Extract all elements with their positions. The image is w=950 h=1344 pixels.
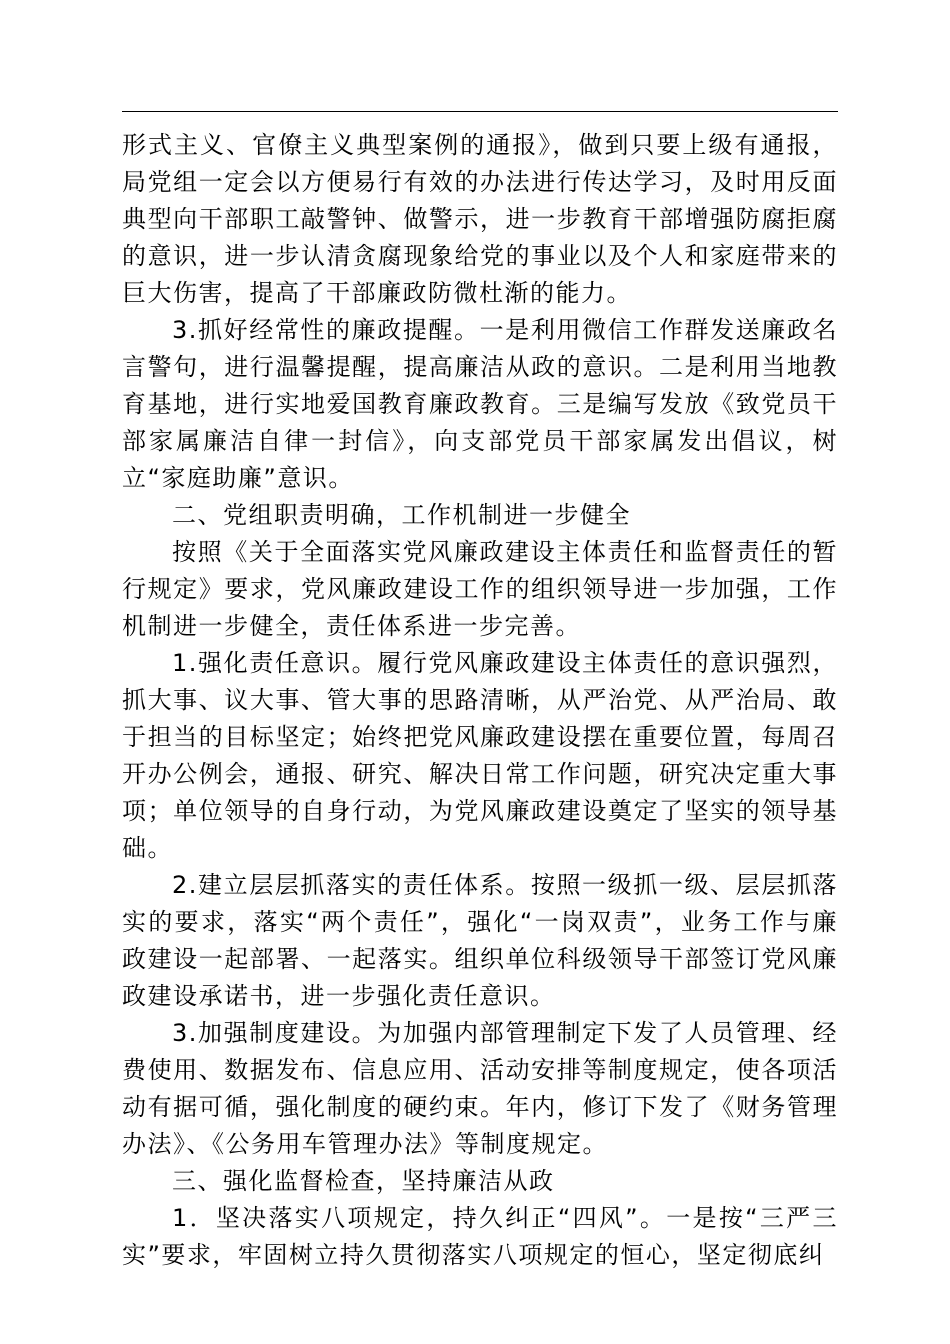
paragraph-item-3-reminder: 3.抓好经常性的廉政提醒。一是利用微信工作群发送廉政名言警句，进行温馨提醒，提高廉洁从政的意识。二是利用当地教育基地，进行实地爱国教育廉政教育。三是编写发放《致党员干部家属廉洁自律一封信》，向支部党员干部家属发出倡议，树立“家庭助廉”意识。 [122,316,838,492]
header-rule [122,111,838,112]
section-heading-3: 三、强化监督检查，坚持廉洁从政 [172,1167,555,1195]
section-heading-2: 二、党组职责明确，工作机制进一步健全 [172,501,631,529]
document-body [122,127,838,1274]
paragraph-item-1-eight-rules: 1．坚决落实八项规定，持久纠正“四风”。一是按“三严三实”要求，牢固树立持久贯彻落实八项规定的恒心，坚定彻底纠 [122,1204,838,1269]
paragraph-section-2-intro: 按照《关于全面落实党风廉政建设主体责任和监督责任的暂行规定》要求，党风廉政建设工作的组织领导进一步加强，工作机制进一步健全，责任体系进一步完善。 [122,538,838,640]
paragraph-continuation: 形式主义、官僚主义典型案例的通报》，做到只要上级有通报，局党组一定会以方便易行有效的办法进行传达学习，及时用反面典型向干部职工敲警钟、做警示，进一步教育干部增强防腐拒腐的意识，进一步认清贪腐现象给党的事业以及个人和家庭带来的巨大伤害，提高了干部廉政防微杜渐的能力。 [122,131,838,307]
paragraph-item-2-system: 2.建立层层抓落实的责任体系。按照一级抓一级、层层抓落实的要求，落实“两个责任”，强化“一岗双责”，业务工作与廉政建设一起部署、一起落实。组织单位科级领导干部签订党风廉政建设承诺书，进一步强化责任意识。 [122,871,838,1010]
paragraph-item-3-rules: 3.加强制度建设。为加强内部管理制定下发了人员管理、经费使用、数据发布、信息应用、活动安排等制度规定，使各项活动有据可循，强化制度的硬约束。年内，修订下发了《财务管理办法》、《公务用车管理办法》等制度规定。 [122,1019,838,1158]
paragraph-item-1-responsibility: 1.强化责任意识。履行党风廉政建设主体责任的意识强烈，抓大事、议大事、管大事的思路清晰，从严治党、从严治局、敢于担当的目标坚定；始终把党风廉政建设摆在重要位置，每周召开办公例会，通报、研究、解决日常工作问题，研究决定重大事项；单位领导的自身行动，为党风廉政建设奠定了坚实的领导基础。 [122,649,838,862]
